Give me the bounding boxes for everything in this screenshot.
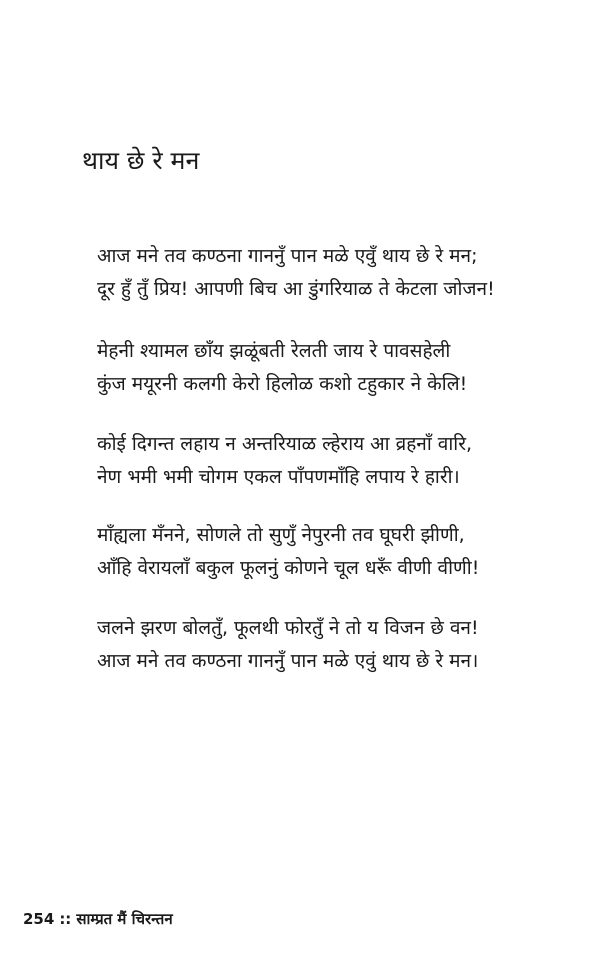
footer-separator: :: bbox=[59, 910, 72, 928]
poem-line: आज मने तव कण्ठना गाननुँ पान मळे एवुं थाय छे रे मन। bbox=[97, 650, 479, 672]
page-number: 254 bbox=[23, 910, 55, 928]
poem-line: आँहि वेरायलाँ बकुल फूलनुं कोणने चूल धरूँ वीणी वीणी! bbox=[97, 557, 480, 579]
book-title: साम्प्रत मैं चिरन्तन bbox=[76, 910, 173, 928]
poem-line: माँह्यला मँनने, सोणले तो सुणुँ नेपुरनी तव घूघरी झीणी, bbox=[97, 524, 465, 546]
stanza-1 bbox=[97, 240, 567, 306]
stanza-3 bbox=[97, 428, 567, 494]
poem-line: जलने झरण बोलतुँ, फूलथी फोरतुँ ने तो य विजन छे वन! bbox=[97, 617, 479, 639]
stanza-5 bbox=[97, 612, 567, 678]
poem-title: थाय छे रे मन bbox=[82, 146, 200, 175]
poem-line: दूर हुँ तुँ प्रिय! आपणी बिच आ डुंगरियाळ ते केटला जोजन! bbox=[97, 278, 495, 300]
page-footer bbox=[23, 907, 173, 931]
poem-line: कुंज मयूरनी कलगी केरो हिलोळ कशो टहुकार ने केलि! bbox=[97, 373, 468, 395]
stanza-4 bbox=[97, 519, 567, 585]
poem-line: नेण भमी भमी चोगम एकल पाँपणमाँहि लपाय रे हारी। bbox=[97, 466, 460, 488]
poem-line: कोई दिगन्त लहाय न अन्तरियाळ ल्हेराय आ व्रहनाँ वारि, bbox=[97, 433, 473, 455]
poem-line: मेहनी श्यामल छाँय झळूंबती रेलती जाय रे पावसहेली bbox=[97, 340, 451, 362]
poem-line: आज मने तव कण्ठना गाननुँ पान मळे एवुँ थाय छे रे मन; bbox=[97, 245, 478, 267]
stanza-2 bbox=[97, 335, 567, 401]
